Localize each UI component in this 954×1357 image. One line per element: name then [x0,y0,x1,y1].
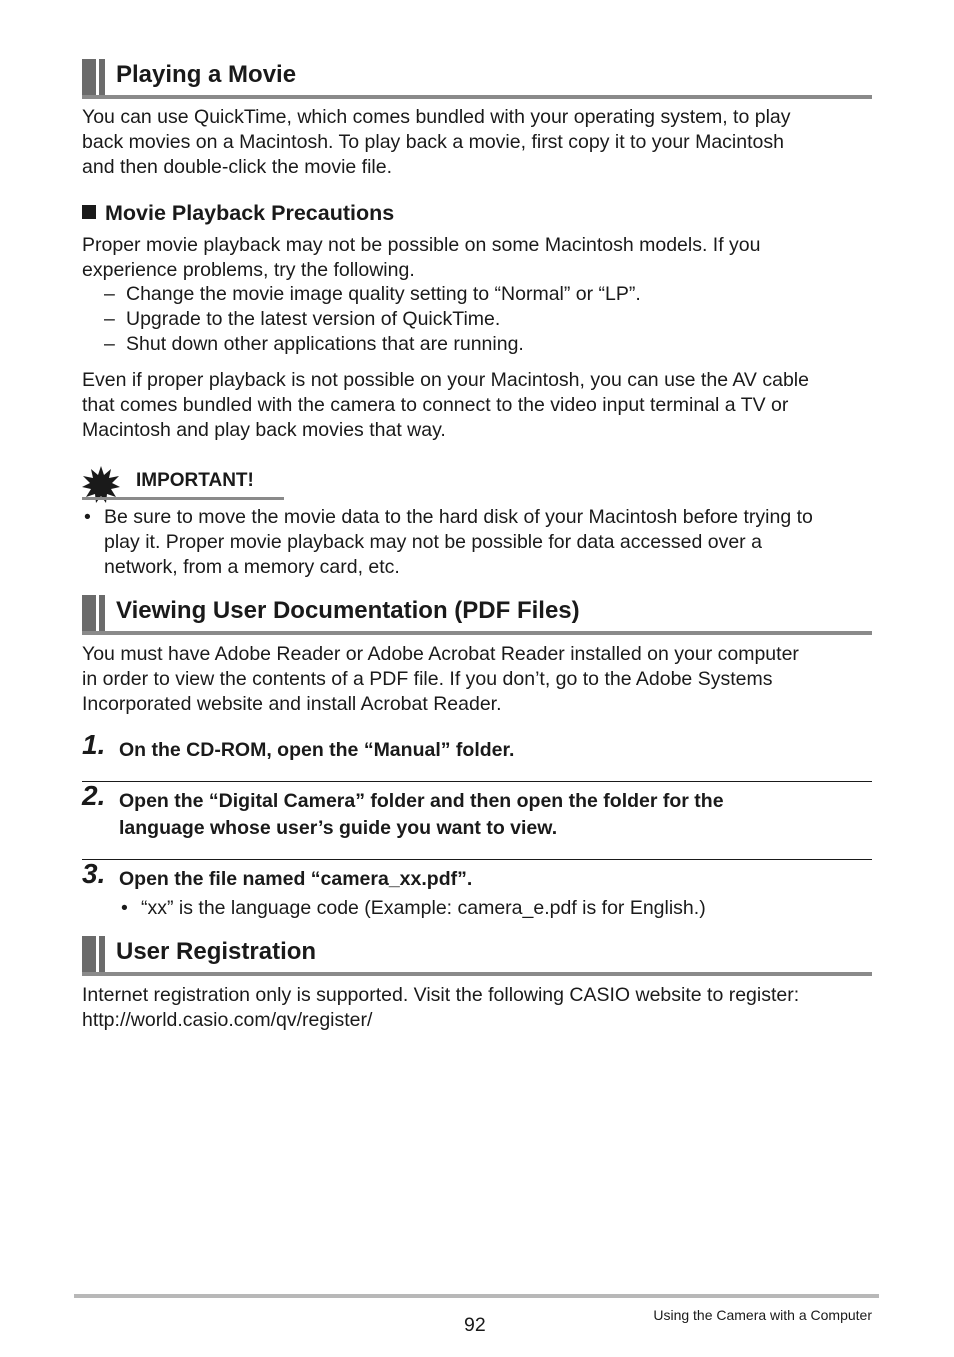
text-line: Even if proper playback is not possible on your Macintosh, you can use the AV cable [82,369,809,391]
text-line: that comes bundled with the camera to connect to the video input terminal a TV or [82,394,789,416]
text-line: Open the “Digital Camera” folder and then open the folder for the [119,790,724,812]
text-line: Open the file named “camera_xx.pdf”. [119,868,473,890]
subheading-title: Movie Playback Precautions [105,201,395,225]
dash-bullet: – [104,308,115,330]
note-text: “xx” is the language code (Example: camera_e.pdf is for English.) [141,897,706,919]
text-line: back movies on a Macintosh. To play back a movie, first copy it to your Macintosh [82,131,784,153]
text-line: network, from a memory card, etc. [104,556,400,578]
text-line: Proper movie playback may not be possible on some Macintosh models. If you [82,234,761,256]
chapter-title: Using the Camera with a Computer [653,1307,872,1323]
list-item [104,333,524,356]
heading-marker [99,936,105,972]
step-number: 3. [82,858,106,889]
list-item [104,308,500,331]
text-line: and then double-click the movie file. [82,156,393,178]
step-text [119,788,724,842]
precautions-outro-paragraph [82,368,872,443]
heading-rule [82,95,872,99]
important-bullet-item [82,505,872,580]
text-line: play it. Proper movie playback may not be possible for data accessed over a [104,531,762,553]
important-label: IMPORTANT! [136,470,254,491]
step-number: 1. [82,729,106,760]
dash-bullet: – [104,283,115,305]
step-2 [82,780,872,844]
important-callout [82,466,286,500]
text-line: Macintosh and play back movies that way. [82,419,446,441]
heading-marker [99,59,105,95]
dash-bullet: – [104,333,115,355]
heading-marker [99,595,105,631]
section-heading-user-registration [82,936,872,976]
text-line: language whose user’s guide you want to view. [119,817,558,839]
heading-rule [82,972,872,976]
square-bullet-icon [82,205,96,219]
footer-rule [74,1294,879,1298]
heading-rule [82,631,872,635]
text-line: You can use QuickTime, which comes bundled with your operating system, to play [82,106,791,128]
section-heading-viewing-documentation [82,595,872,635]
section-title: Playing a Movie [116,61,297,88]
list-item-text: Shut down other applications that are running. [126,333,524,355]
movie-intro-paragraph [82,105,872,180]
step-note [119,896,839,922]
heading-marker [82,936,96,972]
step-number: 2. [82,780,106,811]
section-heading-playing-a-movie [82,59,872,99]
text-line: On the CD-ROM, open the “Manual” folder. [119,739,515,761]
list-item-text: Upgrade to the latest version of QuickTime. [126,308,501,330]
pdf-intro-paragraph [82,642,872,717]
registration-url-link[interactable]: http://world.casio.com/qv/register/ [82,1009,373,1031]
bullet-dot: • [84,506,91,528]
step-1 [82,729,872,767]
list-item [104,283,641,306]
heading-marker [82,59,96,95]
step-divider [82,781,872,782]
step-text [119,737,514,764]
precautions-intro-paragraph [82,233,872,283]
text-line: in order to view the contents of a PDF file. If you don’t, go to the Adobe Systems [82,668,773,690]
step-3 [82,858,872,896]
heading-marker [82,595,96,631]
section-title: Viewing User Documentation (PDF Files) [116,597,580,624]
section-title: User Registration [116,938,317,965]
step-text [119,866,472,893]
text-line: Internet registration only is supported. Visit the following CASIO website to register: [82,984,800,1006]
text-line: You must have Adobe Reader or Adobe Acrobat Reader installed on your computer [82,643,799,665]
text-line: Incorporated website and install Acrobat Reader. [82,693,502,715]
bullet-text [104,505,813,580]
important-rule [82,497,284,500]
page-number: 92 [464,1314,486,1336]
list-item-text: Change the movie image quality setting to “Normal” or “LP”. [126,283,641,305]
subheading-playback-precautions [82,201,394,226]
text-line: experience problems, try the following. [82,259,415,281]
text-line: Be sure to move the movie data to the hard disk of your Macintosh before trying to [104,506,813,528]
bullet-dot: • [121,897,128,919]
registration-paragraph [82,983,872,1033]
step-divider [82,859,872,860]
